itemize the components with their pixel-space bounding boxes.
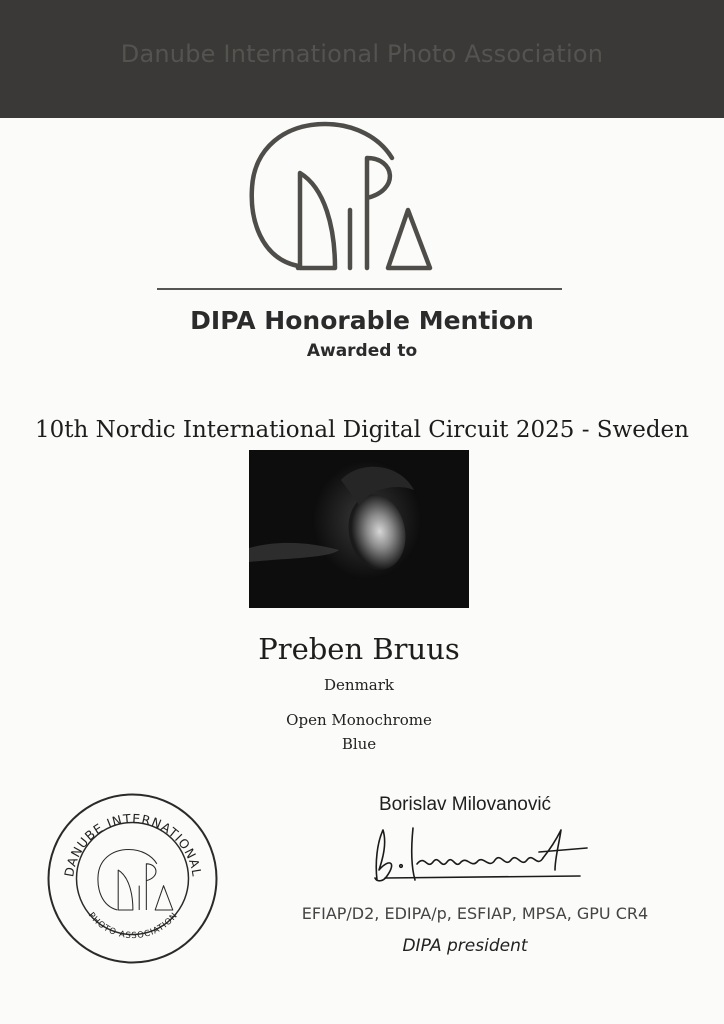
certificate-subtitle: Awarded to (306, 341, 418, 361)
president-name: Borislav Milovanović (378, 794, 552, 815)
svg-text:PHOTO ASSOCIATION: PHOTO ASSOCIATION (85, 910, 181, 942)
recipient-section: Open Monochrome (286, 711, 432, 729)
awarded-photo-image (249, 450, 469, 608)
svg-text:DANUBE INTERNATIONAL: DANUBE INTERNATIONAL (61, 810, 205, 879)
organization-name: Danube International Photo Association (120, 40, 604, 68)
exhibition-name: 10th Nordic International Digital Circuit 2025 - Sweden (35, 417, 689, 443)
dipa-logo-icon (240, 118, 440, 280)
president-distinctions: EFIAP/D2, EDIPA/p, ESFIAP, MPSA, GPU CR4 (301, 904, 649, 923)
president-signature (355, 818, 595, 888)
certificate-title: DIPA Honorable Mention (190, 306, 534, 335)
president-title: DIPA president (402, 936, 528, 956)
recipient-name: Preben Bruus (258, 632, 460, 666)
divider-line (157, 288, 562, 290)
dipa-seal-icon (45, 791, 220, 966)
recipient-country: Denmark (324, 676, 394, 694)
recipient-award: Blue (341, 735, 377, 753)
